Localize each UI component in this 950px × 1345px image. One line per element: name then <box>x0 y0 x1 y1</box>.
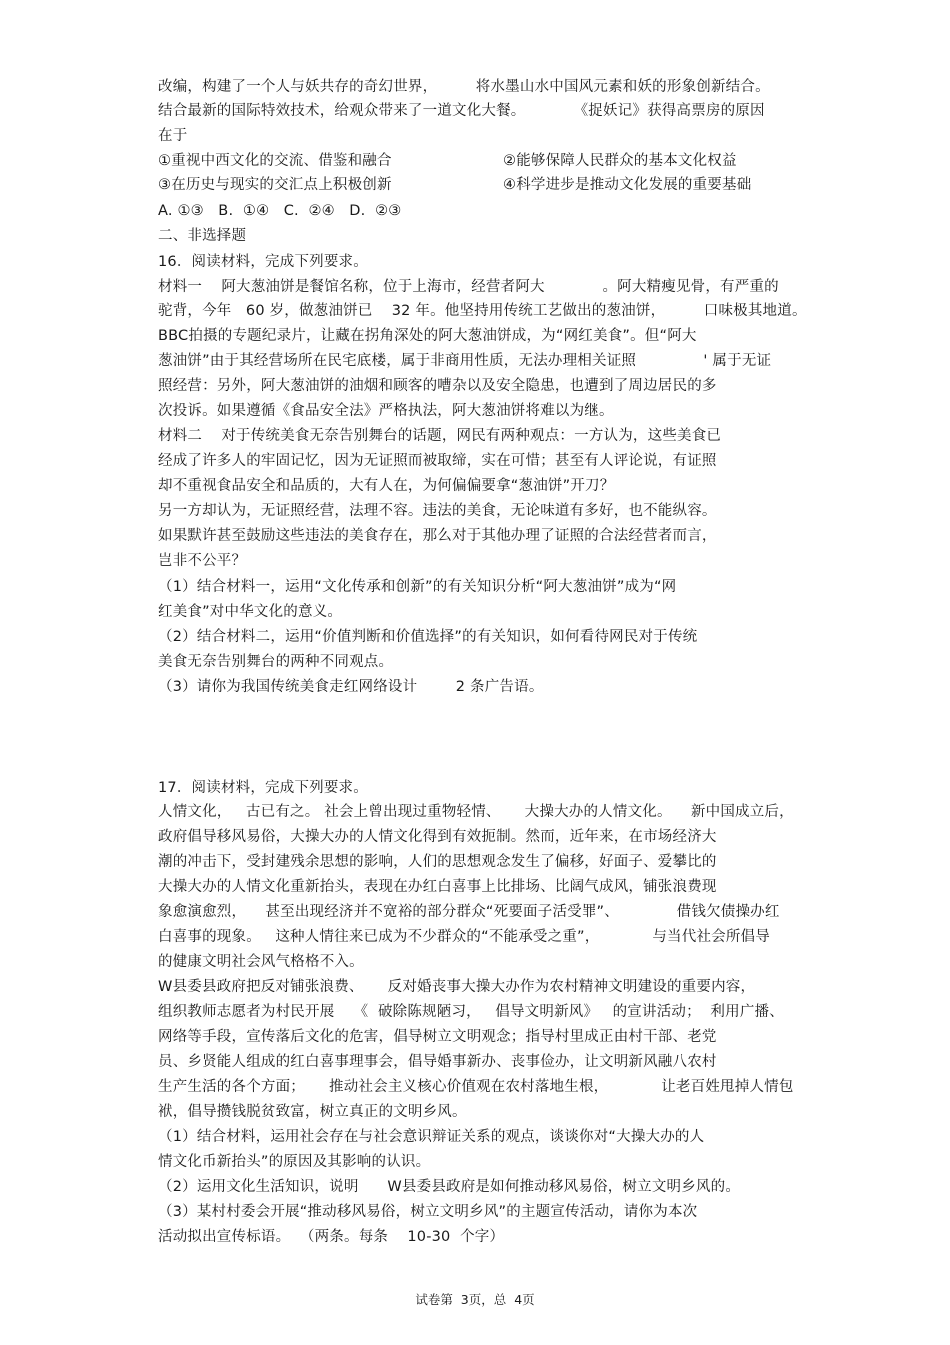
page-footer: 试卷第 3页，总 4页 <box>415 1292 535 1307</box>
q15-text-line: 在于 <box>158 128 188 144</box>
q17-heading: 17．阅读材料，完成下列要求。 <box>158 780 368 796</box>
q15-option-2: ②能够保障人民群众的基本文化权益 <box>503 153 737 169</box>
q17-text-line: 潮的冲击下，受封建残余思想的影响，人们的思想观念发生了偏移，好面子、爱攀比的 <box>158 854 717 870</box>
q16-text-line: 照经营：另外，阿大葱油饼的油烟和顾客的嘈杂以及安全隐患，也遭到了周边居民的多 <box>158 378 717 394</box>
q16-subquestion-3: （3）请你为我国传统美食走红网络设计 2 条广告语。 <box>158 679 544 695</box>
q17-text-line: 大操大办的人情文化重新抬头，表现在办红白喜事上比排场、比阔气成风，铺张浪费现 <box>158 879 717 895</box>
q15-text-line: 改编，构建了一个人与妖共存的奇幻世界， 将水墨山水中国风元素和妖的形象创新结合。 <box>158 79 770 95</box>
q16-text-line: 另一方却认为，无证照经营，法理不容。违法的美食，无论味道有多好，也不能纵容。 <box>158 503 717 519</box>
q17-text-line: 的健康文明社会风气格格不入。 <box>158 954 364 970</box>
q15-answer-choices: A. ①③ B. ①④ C. ②④ D. ②③ <box>158 203 402 219</box>
q17-text-line: 生产生活的各个方面； 推动社会主义核心价值观在农村落地生根， 让老百姓甩掉人情包 <box>158 1079 794 1095</box>
q15-option-1: ①重视中西文化的交流、借鉴和融合 <box>158 153 392 169</box>
q17-subquestion-1: （1）结合材料，运用社会存在与社会意识辩证关系的观点，谈谈你对“大操大办的人 <box>158 1129 705 1145</box>
q17-subquestion-2: （2）运用文化生活知识，说明 W县委县政府是如何推动移风易俗，树立文明乡风的。 <box>158 1179 741 1195</box>
q17-text-line: 政府倡导移风易俗，大操大办的人情文化得到有效扼制。然而，近年来，在市场经济大 <box>158 829 717 845</box>
q16-text-line: 葱油饼”由于其经营场所在民宅底楼，属于非商用性质，无法办理相关证照 ' 属于无证 <box>158 353 772 369</box>
q16-text-line: 如果默许甚至鼓励这些违法的美食存在，那么对于其他办理了证照的合法经营者而言， <box>158 528 717 544</box>
q16-text-line: 岂非不公平？ <box>158 553 247 569</box>
q16-text-line: 经成了许多人的牢固记忆，因为无证照而被取缔，实在可惜；甚至有人评论说，有证照 <box>158 453 717 469</box>
q17-text-line: 象愈演愈烈， 甚至出现经济并不宽裕的部分群众“死要面子活受罪”、 借钱欠债操办红 <box>158 904 780 920</box>
q16-text-line: BBC拍摄的专题纪录片，让藏在拐角深处的阿大葱油饼成，为“网红美食”。但“阿大 <box>158 328 697 344</box>
q17-subquestion-1-cont: 情文化币新抬头”的原因及其影响的认识。 <box>158 1154 431 1170</box>
q16-heading: 16．阅读材料，完成下列要求。 <box>158 254 368 270</box>
q16-text-line: 驼背，今年 60 岁，做葱油饼已 32 年。他坚持用传统工艺做出的葱油饼， 口味极其地道。 <box>158 303 807 319</box>
q17-text-line: 袱，倡导攒钱脱贫致富，树立真正的文明乡风。 <box>158 1104 467 1120</box>
q15-option-3: ③在历史与现实的交汇点上积极创新 <box>158 177 392 193</box>
q15-text-line: 结合最新的国际特效技术，给观众带来了一道文化大餐。 《捉妖记》获得高票房的原因 <box>158 103 765 119</box>
q16-text-line: 次投诉。如果遵循《食品安全法》严格执法，阿大葱油饼将难以为继。 <box>158 403 614 419</box>
q16-subquestion-2-cont: 美食无奈告别舞台的两种不同观点。 <box>158 654 394 670</box>
q17-text-line: W县委县政府把反对铺张浪费、 反对婚丧事大操大办作为农村精神文明建设的重要内容， <box>158 979 756 995</box>
q16-text-line: 材料一 阿大葱油饼是餐馆名称，位于上海市，经营者阿大 。阿大精瘦见骨，有严重的 <box>158 279 779 295</box>
q16-text-line: 材料二 对于传统美食无奈告别舞台的话题，网民有两种观点：一方认为，这些美食已 <box>158 428 722 444</box>
q17-text-line: 网络等手段，宣传落后文化的危害，倡导树立文明观念；指导村里成正由村干部、老党 <box>158 1029 717 1045</box>
q16-subquestion-1: （1）结合材料一，运用“文化传承和创新”的有关知识分析“阿大葱油饼”成为“网 <box>158 579 677 595</box>
q16-subquestion-1-cont: 红美食”对中华文化的意义。 <box>158 604 343 620</box>
q17-text-line: 人情文化， 古已有之。 社会上曾出现过重物轻情、 大操大办的人情文化。 新中国成立后， <box>158 804 794 820</box>
q16-subquestion-2: （2）结合材料二，运用“价值判断和价值选择”的有关知识，如何看待网民对于传统 <box>158 629 698 645</box>
q17-subquestion-3-cont: 活动拟出宣传标语。 （两条。每条 10-30 个字） <box>158 1229 505 1245</box>
q17-text-line: 员、乡贤能人组成的红白喜事理事会，倡导婚事新办、丧事俭办，让文明新风融八农村 <box>158 1054 717 1070</box>
q17-text-line: 组织教师志愿者为村民开展 《 破除陈规陋习， 倡导文明新风》 的宣讲活动； 利用广播、 <box>158 1004 784 1020</box>
q16-text-line: 却不重视食品安全和品质的，大有人在，为何偏偏要拿“葱油饼”开刀？ <box>158 478 615 494</box>
q17-subquestion-3: （3）某村村委会开展“推动移风易俗，树立文明乡风”的主题宣传活动，请你为本次 <box>158 1204 698 1220</box>
q15-option-4: ④科学进步是推动文化发展的重要基础 <box>503 177 752 193</box>
section-title: 二、非选择题 <box>158 228 247 244</box>
q17-text-line: 白喜事的现象。 这种人情往来已成为不少群众的“不能承受之重”， 与当代社会所倡导 <box>158 929 770 945</box>
